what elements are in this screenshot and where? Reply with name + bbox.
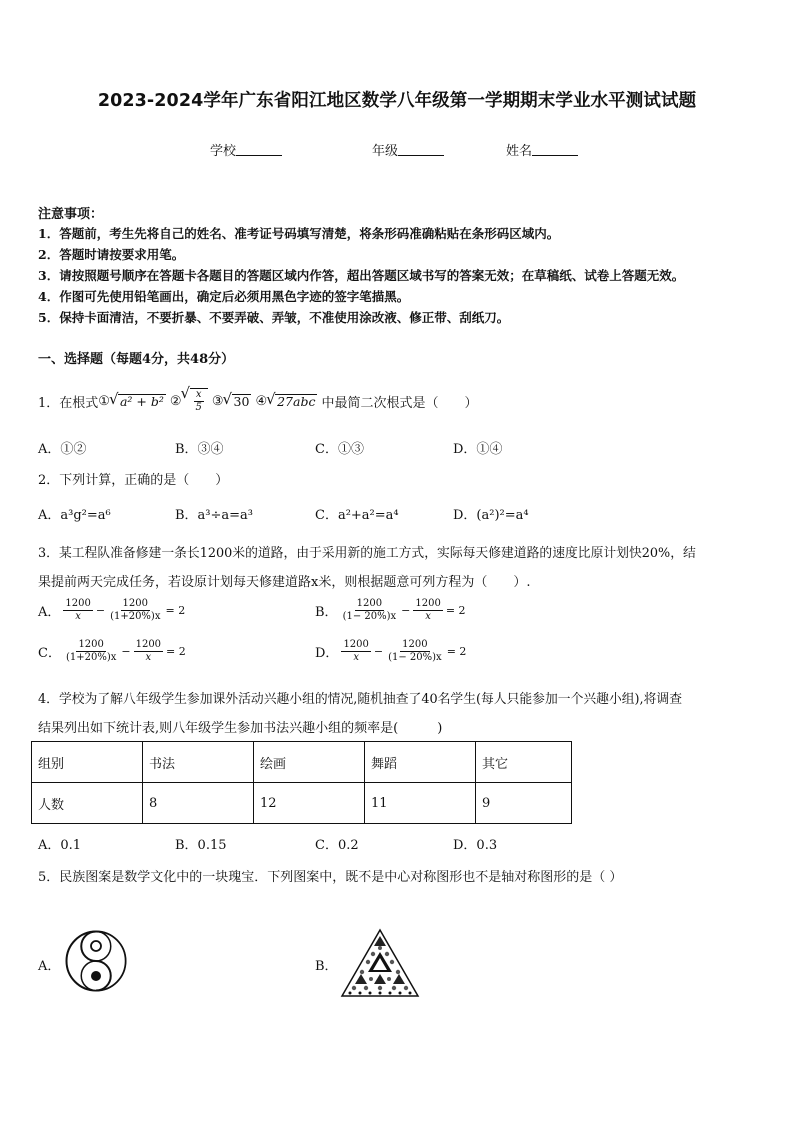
q4-option-c: C．0.2: [315, 838, 359, 853]
q3-option-b: B． $\frac{1200}{(1- 20\%)x}$ − $\frac{1200}{x}$ = 2: [315, 598, 466, 622]
q3-option-d: D． $\frac{1200}{x}$ − $\frac{1200}{(1- 20\%)x}$ = 2: [315, 639, 467, 663]
question-3-line2: 果提前两天完成任务，若设原计划每天修建道路x米，则根据题意可列方程为（ ）.: [38, 575, 531, 590]
radical-4: √ 27abc: [275, 394, 317, 409]
table-cell: 绘画: [254, 742, 365, 783]
radical-2: [190, 388, 208, 414]
grade-blank: [398, 143, 444, 156]
page-title: 2023-2024学年广东省阳江地区数学八年级第一学期期末学业水平测试试题: [97, 91, 697, 111]
table-cell: 书法: [143, 742, 254, 783]
q1-num3: ③: [211, 393, 224, 409]
table-cell: 舞蹈: [365, 742, 476, 783]
question-5-stem: 5．民族图案是数学文化中的一块瑰宝．下列图案中，既不是中心对称图形也不是轴对称图形的是（ ）: [38, 870, 623, 885]
school-field: [210, 140, 282, 159]
name-label: 姓名: [506, 144, 533, 159]
q1-suffix: 中最简二次根式是（ ）: [321, 395, 478, 411]
question-4-line1: 4．学校为了解八年级学生参加课外活动兴趣小组的情况,随机抽查了40名学生(每人只能参加一个兴趣小组),将调查: [38, 692, 682, 707]
q2-option-c: C．a²+a²=a⁴: [315, 508, 399, 523]
yin-yang-icon: [65, 930, 127, 996]
table-cell: 11: [365, 783, 476, 824]
table-cell: 12: [254, 783, 365, 824]
q1-num2: ②: [169, 393, 182, 409]
table-row: [32, 783, 572, 824]
table-row: [32, 742, 572, 783]
q3-option-c: C． $\frac{1200}{(1+20\%)x}$ − $\frac{1200}{x}$ = 2: [38, 639, 186, 663]
question-2-stem: 2．下列计算，正确的是（ ）: [38, 473, 229, 488]
note-item: 3．请按照题号顺序在答题卡各题目的答题区域内作答，超出答题区域书写的答案无效；在草稿纸、试卷上答题无效。: [38, 268, 685, 283]
table-cell: 其它: [476, 742, 572, 783]
question-4-line2: 结果列出如下统计表,则八年级学生参加书法兴趣小组的频率是( ): [38, 721, 443, 736]
table-cell: 人数: [32, 783, 143, 824]
note-item: 5．保持卡面清洁，不要折暴、不要弄破、弄皱，不准使用涂改液、修正带、刮纸刀。: [38, 310, 510, 325]
q2-option-b: B．a³÷a=a³: [175, 508, 254, 523]
radical-1: √ a² + b²: [118, 394, 166, 409]
school-label: 学校: [210, 144, 237, 159]
q3-option-a: A． $\frac{1200}{x}$ − $\frac{1200}{(1+20\%)x}$ = 2: [38, 598, 186, 622]
q5-option-b-label: B．: [315, 959, 338, 974]
q2-option-a: A．a³g²=a⁶: [38, 508, 111, 523]
q2-option-d: D．(a²)²=a⁴: [453, 508, 529, 523]
radical-3: √ 30: [232, 394, 252, 409]
grade-field: [372, 140, 444, 159]
triangle-pattern-icon: [340, 928, 420, 1002]
school-blank: [236, 143, 282, 156]
radical-2-num: √ x: [195, 389, 202, 400]
q4-option-d: D．0.3: [453, 838, 498, 853]
q1-option-c: C．①③: [315, 442, 364, 457]
q4-option-b: B．0.15: [175, 838, 227, 853]
question-1-stem: [38, 388, 477, 414]
q4-option-a: A．0.1: [38, 838, 82, 853]
note-item: 1．答题前，考生先将自己的姓名、准考证号码填写清楚，将条形码准确粘贴在条形码区域内。: [38, 226, 560, 241]
note-item: 2．答题时请按要求用笔。: [38, 247, 185, 262]
name-blank: [532, 143, 578, 156]
notes-heading: 注意事项：: [38, 207, 104, 222]
name-field: [506, 140, 578, 159]
q5-option-a-label: A．: [38, 959, 61, 974]
radical-2-den: 5: [195, 402, 202, 413]
stats-table: [31, 741, 572, 824]
question-3-line1: 3．某工程队准备修建一条长1200米的道路，由于采用新的施工方式，实际每天修建道路的速度比原计划快20%，结: [38, 546, 696, 561]
table-cell: 8: [143, 783, 254, 824]
q1-num4: ④: [255, 393, 268, 409]
q1-option-d: D．①④: [453, 442, 503, 457]
q1-option-a: A．①②: [38, 442, 87, 457]
grade-label: 年级: [372, 144, 399, 159]
q1-option-b: B．③④: [175, 442, 224, 457]
table-cell: 组别: [32, 742, 143, 783]
section-heading: 一、选择题（每题4分，共48分）: [38, 352, 235, 367]
q1-prefix: 1．在根式: [38, 395, 99, 411]
q1-num1: ①: [98, 393, 110, 409]
table-cell: 9: [476, 783, 572, 824]
note-item: 4．作图可先使用铅笔画出，确定后必须用黑色字迹的签字笔描黑。: [38, 289, 410, 304]
